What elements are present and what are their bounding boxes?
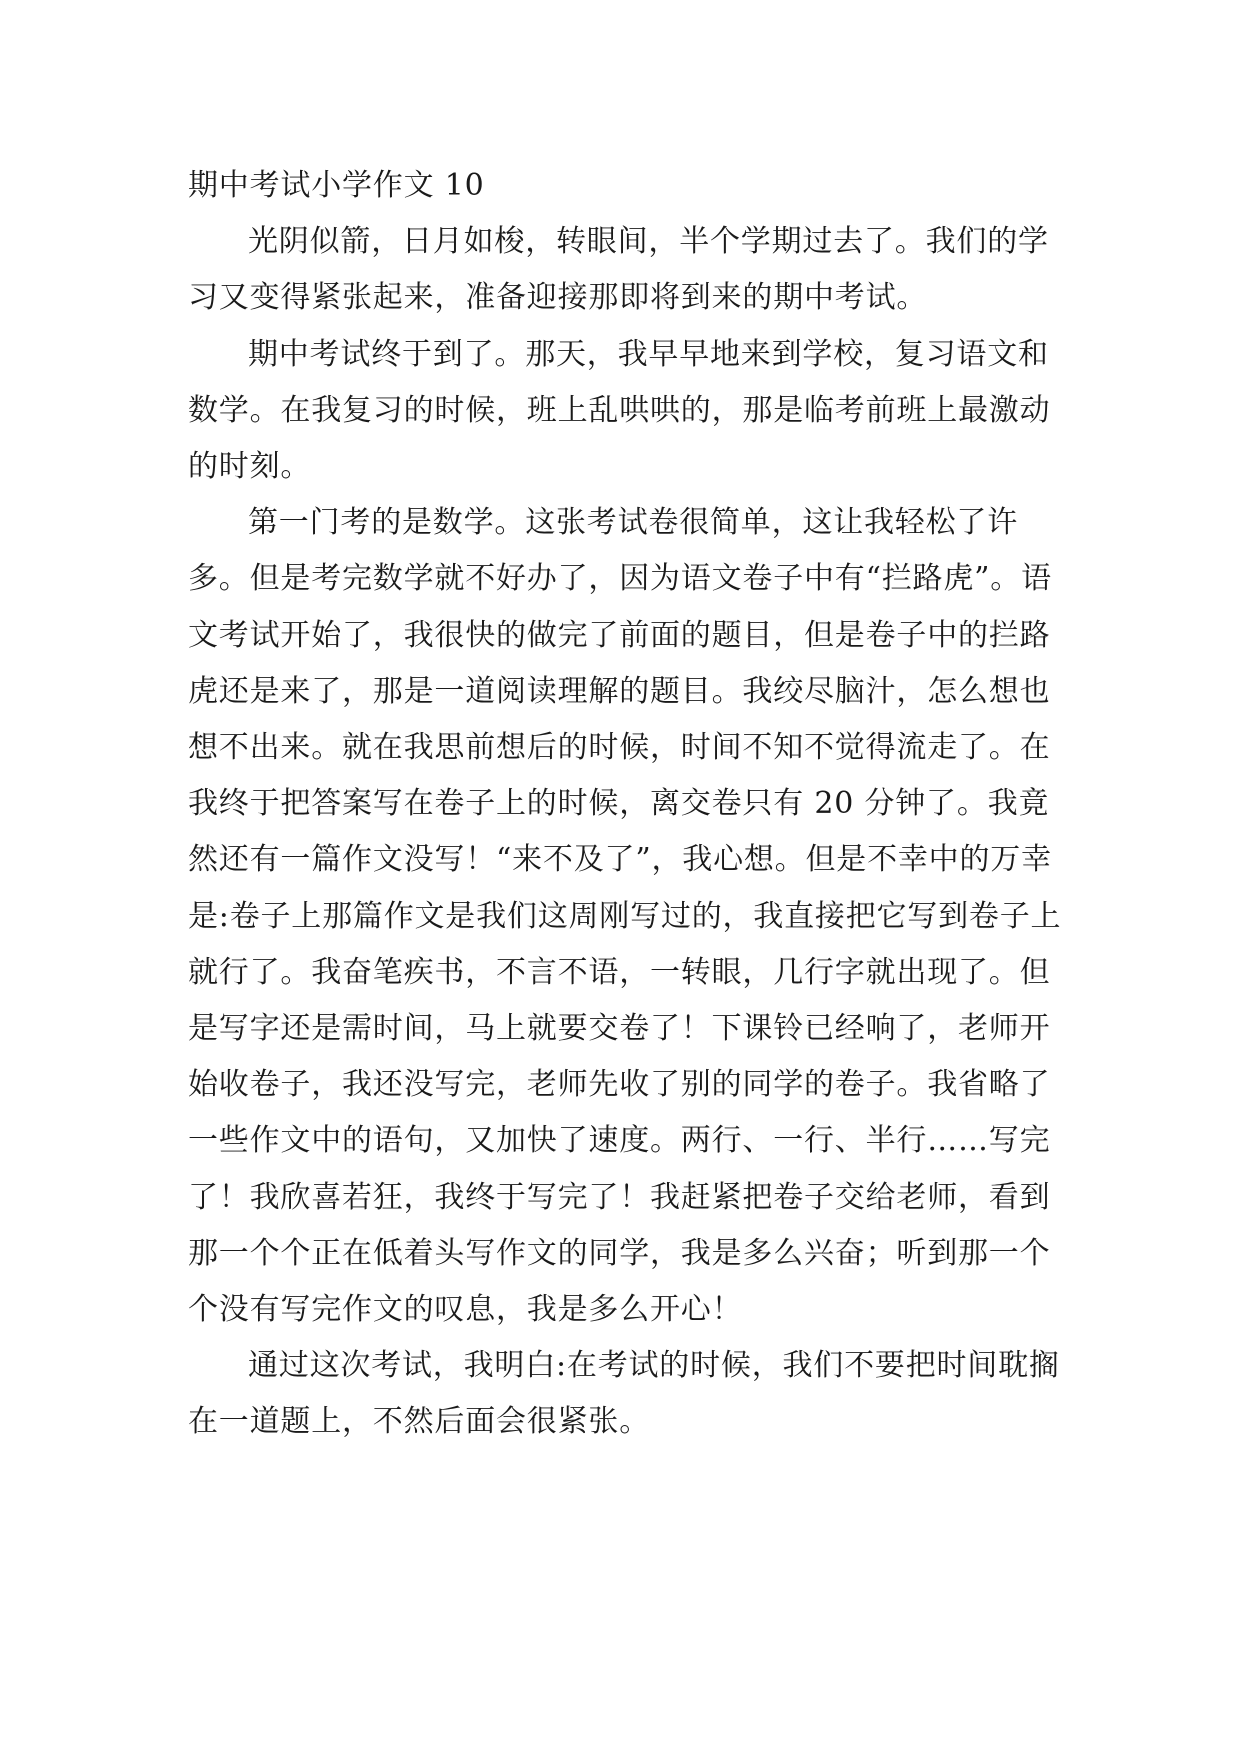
paragraph-1: 光阴似箭，日月如梭，转眼间，半个学期过去了。我们的学习又变得紧张起来，准备迎接那即将到来的期中考试。	[188, 224, 1049, 316]
paragraph-2: 期中考试终于到了。那天，我早早地来到学校，复习语文和数学。在我复习的时候，班上乱哄哄的，那是临考前班上最激动的时刻。	[188, 336, 1051, 485]
essay-body	[188, 158, 1068, 1451]
essay-title: 期中考试小学作文 10	[188, 168, 485, 203]
paragraph-3: 第一门考的是数学。这张考试卷很简单，这让我轻松了许多。但是考完数学就不好办了，因为语文卷子中有“拦路虎”。语文考试开始了，我很快的做完了前面的题目，但是卷子中的拦路虎还是来了，那是一道阅读理解的题目。我绞尽脑汁，怎么想也想不出来。就在我思前想后的时候，时间不知不觉得流走了。在我终于把答案写在卷子上的时候，离交卷只有 20 分钟了。我竟然还有一篇作文没写！“来不及了”，我心想。但是不幸中的万幸是:卷子上那篇作文是我们这周刚写过的，我直接把它写到卷子上就行了。我奋笔疾书，不言不语，一转眼，几行字就出现了。但是写字还是需时间，马上就要交卷了！下课铃已经响了，老师开始收卷子，我还没写完，老师先收了别的同学的卷子。我省略了一些作文中的语句，又加快了速度。两行、一行、半行……写完了！我欣喜若狂，我终于写完了！我赶紧把卷子交给老师，看到那一个个正在低着头写作文的同学，我是多么兴奋；听到那一个个没有写完作文的叹息，我是多么开心！	[188, 505, 1062, 1328]
paragraph-4: 通过这次考试，我明白:在考试的时候，我们不要把时间耽搁在一道题上，不然后面会很紧张。	[188, 1348, 1060, 1440]
